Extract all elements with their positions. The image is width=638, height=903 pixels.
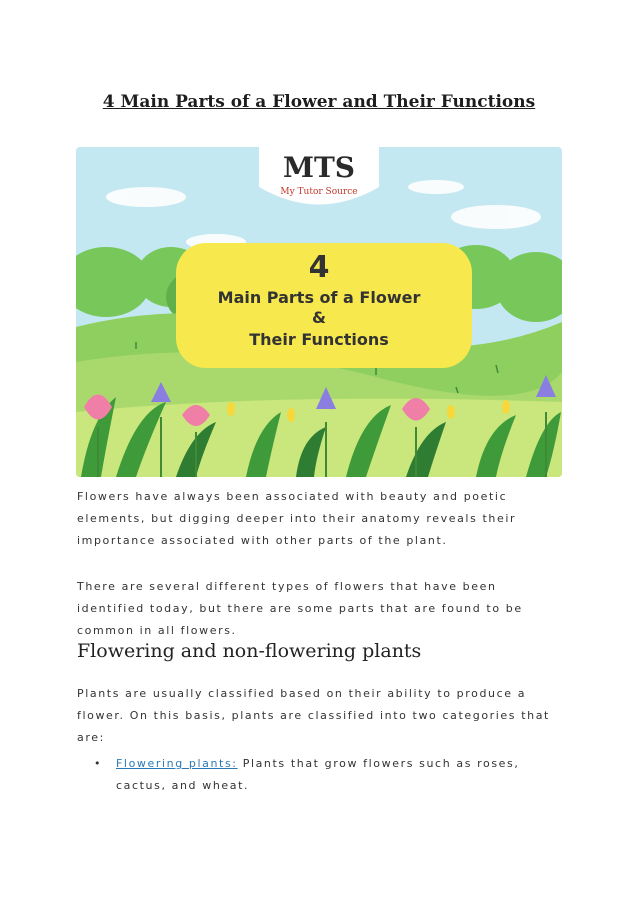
banner-line-1: Main Parts of a Flower [217, 288, 421, 307]
banner-number: 4 [308, 250, 330, 285]
hero-banner-image [76, 147, 562, 477]
list-item-text: Plants that grow flowers such as roses, cactus, and wheat. [116, 757, 520, 792]
logo-subtitle: My Tutor Source [280, 187, 358, 197]
bullet-marker: • [94, 757, 103, 770]
intro-paragraph: Flowers have always been associated with beauty and poetic elements, but digging deeper into their anatomy reveals their importance associated with other parts of the plant. [77, 490, 517, 547]
banner-ampersand: & [312, 308, 326, 327]
page-title: 4 Main Parts of a Flower and Their Functions [102, 92, 536, 112]
types-paragraph: There are several different types of flowers that have been identified today, but there are some parts that are found to be common in all flowers. [77, 580, 523, 637]
banner-line-3: Their Functions [249, 330, 389, 349]
list-item [94, 753, 544, 797]
logo-text: MTS [282, 151, 356, 184]
list-item-body [94, 753, 544, 797]
classification-paragraph: Plants are usually classified based on their ability to produce a flower. On this basis, plants are classified into two categories that are: [77, 687, 550, 744]
section-heading: Flowering and non-flowering plants [77, 640, 422, 662]
logo-badge [280, 151, 357, 197]
flowering-plants-link[interactable]: Flowering plants: [116, 757, 238, 770]
